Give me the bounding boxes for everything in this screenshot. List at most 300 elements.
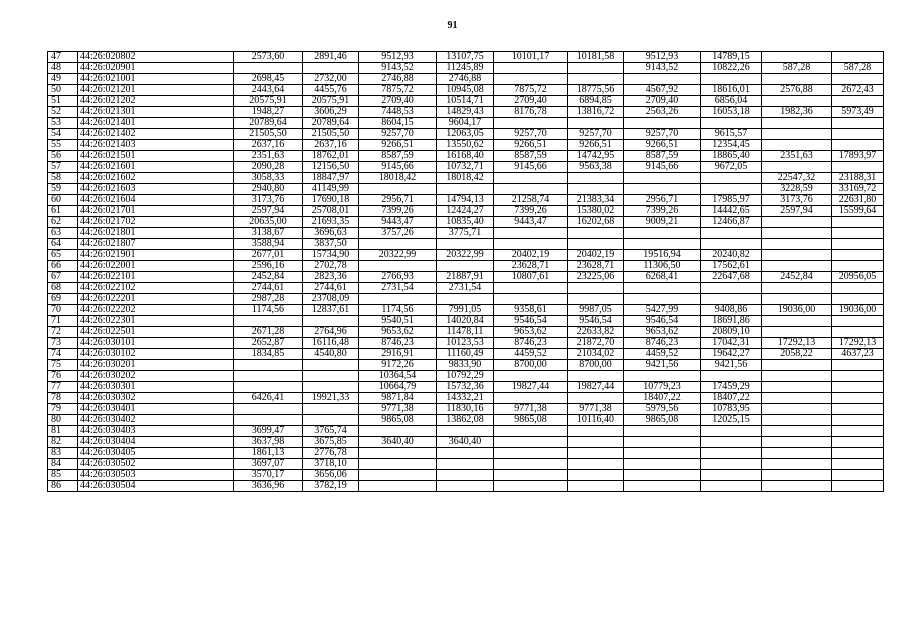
value-cell — [762, 437, 832, 448]
value-cell: 14829,43 — [437, 107, 494, 118]
value-cell: 2671,28 — [234, 327, 303, 338]
row-number-cell: 73 — [48, 338, 78, 349]
value-cell: 3757,26 — [359, 228, 437, 239]
value-cell: 9257,70 — [359, 129, 437, 140]
value-cell — [701, 371, 762, 382]
value-cell: 20402,19 — [494, 250, 568, 261]
value-cell — [762, 217, 832, 228]
value-cell: 2891,46 — [303, 52, 359, 63]
value-cell — [568, 426, 624, 437]
value-cell: 9009,21 — [624, 217, 701, 228]
cadastral-number-cell: 44:26:021301 — [78, 107, 234, 118]
value-cell: 11160,49 — [437, 349, 494, 360]
value-cell: 2652,87 — [234, 338, 303, 349]
value-cell: 1861,13 — [234, 448, 303, 459]
cadastral-number-cell: 44:26:021403 — [78, 140, 234, 151]
value-cell — [762, 448, 832, 459]
value-cell: 2597,94 — [234, 206, 303, 217]
value-cell: 11830,16 — [437, 404, 494, 415]
cadastral-number-cell: 44:26:030502 — [78, 459, 234, 470]
value-cell — [701, 437, 762, 448]
value-cell: 9865,08 — [359, 415, 437, 426]
value-cell: 10807,61 — [494, 272, 568, 283]
value-cell: 3640,40 — [359, 437, 437, 448]
table-row — [48, 448, 884, 459]
value-cell: 3636,96 — [234, 481, 303, 492]
value-cell: 10123,53 — [437, 338, 494, 349]
row-number-cell: 55 — [48, 140, 78, 151]
value-cell: 8700,00 — [494, 360, 568, 371]
value-cell: 9672,05 — [701, 162, 762, 173]
value-cell: 6268,41 — [624, 272, 701, 283]
cadastral-number-cell: 44:26:022501 — [78, 327, 234, 338]
cadastral-number-cell: 44:26:030302 — [78, 393, 234, 404]
value-cell: 9563,38 — [568, 162, 624, 173]
value-cell: 23628,71 — [494, 261, 568, 272]
value-cell — [359, 448, 437, 459]
value-cell: 9443,47 — [494, 217, 568, 228]
table-row — [48, 283, 884, 294]
table-row — [48, 349, 884, 360]
cadastral-number-cell: 44:26:030405 — [78, 448, 234, 459]
value-cell: 3699,47 — [234, 426, 303, 437]
table-row — [48, 481, 884, 492]
value-cell — [234, 371, 303, 382]
value-cell: 19921,33 — [303, 393, 359, 404]
value-cell — [568, 393, 624, 404]
table-row — [48, 316, 884, 327]
value-cell — [762, 140, 832, 151]
row-number-cell: 79 — [48, 404, 78, 415]
value-cell: 23628,71 — [568, 261, 624, 272]
value-cell: 15732,36 — [437, 382, 494, 393]
value-cell: 3696,63 — [303, 228, 359, 239]
value-cell: 17292,13 — [832, 338, 884, 349]
value-cell — [701, 74, 762, 85]
value-cell: 9540,51 — [359, 316, 437, 327]
table-row — [48, 96, 884, 107]
value-cell: 2746,88 — [359, 74, 437, 85]
value-cell — [494, 371, 568, 382]
value-cell: 18847,97 — [303, 173, 359, 184]
table-row — [48, 52, 884, 63]
value-cell — [624, 173, 701, 184]
value-cell: 15599,64 — [832, 206, 884, 217]
table-row — [48, 327, 884, 338]
value-cell: 20956,05 — [832, 272, 884, 283]
value-cell — [437, 261, 494, 272]
cadastral-number-cell: 44:26:030101 — [78, 338, 234, 349]
cadastral-number-cell: 44:26:030301 — [78, 382, 234, 393]
value-cell: 25708,01 — [303, 206, 359, 217]
value-cell: 23225,06 — [568, 272, 624, 283]
value-cell — [701, 481, 762, 492]
value-cell: 3173,76 — [762, 195, 832, 206]
value-cell: 33169,72 — [832, 184, 884, 195]
value-cell — [359, 470, 437, 481]
value-cell — [762, 404, 832, 415]
cadastral-number-cell: 44:26:030503 — [78, 470, 234, 481]
value-cell — [762, 382, 832, 393]
value-cell: 2709,40 — [359, 96, 437, 107]
value-cell: 17459,29 — [701, 382, 762, 393]
row-number-cell: 57 — [48, 162, 78, 173]
value-cell — [494, 239, 568, 250]
table-row — [48, 404, 884, 415]
cadastral-number-cell: 44:26:020901 — [78, 63, 234, 74]
value-cell — [832, 140, 884, 151]
value-cell: 10822,26 — [701, 63, 762, 74]
cadastral-number-cell: 44:26:030504 — [78, 481, 234, 492]
value-cell: 1982,36 — [762, 107, 832, 118]
table-row — [48, 217, 884, 228]
value-cell: 9266,51 — [624, 140, 701, 151]
value-cell: 18762,01 — [303, 151, 359, 162]
value-cell: 5973,49 — [832, 107, 884, 118]
value-cell: 8587,59 — [359, 151, 437, 162]
value-cell: 10101,17 — [494, 52, 568, 63]
value-cell — [762, 470, 832, 481]
value-cell — [568, 481, 624, 492]
value-cell: 3765,74 — [303, 426, 359, 437]
value-cell — [568, 448, 624, 459]
value-cell: 18616,01 — [701, 85, 762, 96]
value-cell: 21258,74 — [494, 195, 568, 206]
value-cell: 2573,60 — [234, 52, 303, 63]
value-cell: 10732,71 — [437, 162, 494, 173]
value-cell: 18691,86 — [701, 316, 762, 327]
value-cell — [437, 459, 494, 470]
value-cell — [494, 184, 568, 195]
value-cell — [624, 228, 701, 239]
value-cell: 12025,15 — [701, 415, 762, 426]
value-cell: 8587,59 — [494, 151, 568, 162]
value-cell: 23188,31 — [832, 173, 884, 184]
value-cell: 1174,56 — [359, 305, 437, 316]
value-cell: 2576,88 — [762, 85, 832, 96]
value-cell: 2637,16 — [303, 140, 359, 151]
value-cell — [832, 448, 884, 459]
value-cell — [624, 294, 701, 305]
value-cell — [762, 283, 832, 294]
value-cell: 3228,59 — [762, 184, 832, 195]
cadastral-number-cell: 44:26:022001 — [78, 261, 234, 272]
cadastral-number-cell: 44:26:021202 — [78, 96, 234, 107]
value-cell — [624, 448, 701, 459]
value-cell: 6856,04 — [701, 96, 762, 107]
value-cell: 9546,54 — [494, 316, 568, 327]
row-number-cell: 48 — [48, 63, 78, 74]
row-number-cell: 52 — [48, 107, 78, 118]
value-cell: 3058,33 — [234, 173, 303, 184]
row-number-cell: 67 — [48, 272, 78, 283]
value-cell — [359, 459, 437, 470]
value-cell: 8587,59 — [624, 151, 701, 162]
value-cell — [494, 74, 568, 85]
value-cell: 19827,44 — [494, 382, 568, 393]
value-cell — [762, 250, 832, 261]
value-cell: 13107,75 — [437, 52, 494, 63]
value-cell: 8700,00 — [568, 360, 624, 371]
value-cell: 9546,54 — [624, 316, 701, 327]
value-cell — [762, 294, 832, 305]
data-table — [47, 51, 884, 492]
value-cell — [568, 184, 624, 195]
value-cell: 2677,01 — [234, 250, 303, 261]
value-cell: 3775,71 — [437, 228, 494, 239]
row-number-cell: 74 — [48, 349, 78, 360]
value-cell: 10783,95 — [701, 404, 762, 415]
value-cell: 9771,38 — [568, 404, 624, 415]
value-cell — [494, 173, 568, 184]
value-cell — [494, 118, 568, 129]
row-number-cell: 78 — [48, 393, 78, 404]
value-cell — [303, 316, 359, 327]
page-number: 91 — [447, 20, 458, 31]
row-number-cell: 84 — [48, 459, 78, 470]
value-cell — [832, 481, 884, 492]
value-cell — [762, 327, 832, 338]
value-cell — [234, 382, 303, 393]
value-cell — [568, 437, 624, 448]
value-cell: 2823,36 — [303, 272, 359, 283]
value-cell: 18865,40 — [701, 151, 762, 162]
cadastral-number-cell: 44:26:021807 — [78, 239, 234, 250]
value-cell: 20789,64 — [303, 118, 359, 129]
value-cell: 9512,93 — [624, 52, 701, 63]
value-cell: 18018,42 — [359, 173, 437, 184]
value-cell: 10181,58 — [568, 52, 624, 63]
value-cell — [624, 184, 701, 195]
row-number-cell: 77 — [48, 382, 78, 393]
value-cell: 8746,23 — [359, 338, 437, 349]
value-cell: 2702,78 — [303, 261, 359, 272]
value-cell — [701, 184, 762, 195]
value-cell: 7875,72 — [359, 85, 437, 96]
value-cell: 9172,26 — [359, 360, 437, 371]
cadastral-number-cell: 44:26:030402 — [78, 415, 234, 426]
value-cell: 12156,50 — [303, 162, 359, 173]
value-cell: 19516,94 — [624, 250, 701, 261]
value-cell: 13862,08 — [437, 415, 494, 426]
value-cell — [762, 316, 832, 327]
value-cell — [832, 404, 884, 415]
value-cell: 21872,70 — [568, 338, 624, 349]
value-cell — [701, 283, 762, 294]
cadastral-number-cell: 44:26:021701 — [78, 206, 234, 217]
value-cell: 9771,38 — [359, 404, 437, 415]
value-cell: 13550,62 — [437, 140, 494, 151]
value-cell: 21505,50 — [303, 129, 359, 140]
value-cell — [624, 481, 701, 492]
value-cell: 16168,40 — [437, 151, 494, 162]
value-cell — [568, 294, 624, 305]
row-number-cell: 85 — [48, 470, 78, 481]
value-cell — [303, 404, 359, 415]
value-cell: 2596,16 — [234, 261, 303, 272]
value-cell: 11478,11 — [437, 327, 494, 338]
value-cell: 17042,31 — [701, 338, 762, 349]
cadastral-number-cell: 44:26:021601 — [78, 162, 234, 173]
value-cell: 12063,05 — [437, 129, 494, 140]
value-cell: 9421,56 — [624, 360, 701, 371]
value-cell: 3675,85 — [303, 437, 359, 448]
row-number-cell: 76 — [48, 371, 78, 382]
value-cell: 9653,62 — [624, 327, 701, 338]
value-cell — [303, 63, 359, 74]
row-number-cell: 86 — [48, 481, 78, 492]
value-cell — [303, 382, 359, 393]
value-cell — [437, 481, 494, 492]
value-cell — [832, 74, 884, 85]
cadastral-number-cell: 44:26:021604 — [78, 195, 234, 206]
table-row — [48, 470, 884, 481]
value-cell: 2776,78 — [303, 448, 359, 459]
value-cell: 9987,05 — [568, 305, 624, 316]
value-cell — [568, 371, 624, 382]
value-cell: 14794,13 — [437, 195, 494, 206]
value-cell — [494, 437, 568, 448]
value-cell: 8746,23 — [494, 338, 568, 349]
row-number-cell: 50 — [48, 85, 78, 96]
value-cell — [832, 360, 884, 371]
value-cell: 8604,15 — [359, 118, 437, 129]
value-cell — [494, 63, 568, 74]
value-cell: 18018,42 — [437, 173, 494, 184]
value-cell — [359, 239, 437, 250]
value-cell: 20575,91 — [234, 96, 303, 107]
table-row — [48, 393, 884, 404]
row-number-cell: 83 — [48, 448, 78, 459]
value-cell: 1174,56 — [234, 305, 303, 316]
table-body — [48, 52, 884, 492]
table-row — [48, 338, 884, 349]
value-cell: 3570,17 — [234, 470, 303, 481]
value-cell: 10835,40 — [437, 217, 494, 228]
row-number-cell: 63 — [48, 228, 78, 239]
value-cell: 2058,22 — [762, 349, 832, 360]
value-cell: 15734,90 — [303, 250, 359, 261]
value-cell: 9604,17 — [437, 118, 494, 129]
value-cell: 587,28 — [832, 63, 884, 74]
value-cell: 17562,61 — [701, 261, 762, 272]
value-cell: 9257,70 — [624, 129, 701, 140]
row-number-cell: 51 — [48, 96, 78, 107]
table-row — [48, 360, 884, 371]
table-row — [48, 382, 884, 393]
value-cell — [568, 459, 624, 470]
value-cell: 18775,56 — [568, 85, 624, 96]
value-cell: 2731,54 — [359, 283, 437, 294]
value-cell: 12837,61 — [303, 305, 359, 316]
value-cell: 3782,19 — [303, 481, 359, 492]
value-cell — [701, 294, 762, 305]
value-cell: 2764,96 — [303, 327, 359, 338]
value-cell — [762, 239, 832, 250]
value-cell — [762, 74, 832, 85]
value-cell: 10364,54 — [359, 371, 437, 382]
value-cell: 2698,45 — [234, 74, 303, 85]
value-cell: 1948,27 — [234, 107, 303, 118]
row-number-cell: 69 — [48, 294, 78, 305]
value-cell: 2351,63 — [762, 151, 832, 162]
row-number-cell: 64 — [48, 239, 78, 250]
value-cell: 12354,45 — [701, 140, 762, 151]
cadastral-number-cell: 44:26:021603 — [78, 184, 234, 195]
value-cell — [494, 393, 568, 404]
value-cell — [437, 294, 494, 305]
value-cell: 22631,80 — [832, 195, 884, 206]
value-cell: 9512,93 — [359, 52, 437, 63]
row-number-cell: 75 — [48, 360, 78, 371]
row-number-cell: 49 — [48, 74, 78, 85]
value-cell: 20809,10 — [701, 327, 762, 338]
value-cell: 9615,57 — [701, 129, 762, 140]
value-cell: 9143,52 — [624, 63, 701, 74]
value-cell: 2766,93 — [359, 272, 437, 283]
value-cell — [762, 118, 832, 129]
value-cell — [832, 327, 884, 338]
cadastral-number-cell: 44:26:030401 — [78, 404, 234, 415]
value-cell — [701, 118, 762, 129]
value-cell — [303, 415, 359, 426]
value-cell — [832, 426, 884, 437]
value-cell: 2709,40 — [624, 96, 701, 107]
value-cell — [359, 481, 437, 492]
table-row — [48, 140, 884, 151]
value-cell: 12466,87 — [701, 217, 762, 228]
value-cell: 5979,56 — [624, 404, 701, 415]
value-cell — [234, 415, 303, 426]
value-cell: 10664,79 — [359, 382, 437, 393]
value-cell: 2090,28 — [234, 162, 303, 173]
value-cell: 4637,23 — [832, 349, 884, 360]
table-row — [48, 74, 884, 85]
value-cell: 3837,50 — [303, 239, 359, 250]
value-cell — [701, 448, 762, 459]
value-cell — [494, 481, 568, 492]
value-cell: 20402,19 — [568, 250, 624, 261]
value-cell: 2672,43 — [832, 85, 884, 96]
table-row — [48, 107, 884, 118]
value-cell: 4540,80 — [303, 349, 359, 360]
value-cell: 14742,95 — [568, 151, 624, 162]
value-cell: 9408,86 — [701, 305, 762, 316]
value-cell — [568, 283, 624, 294]
value-cell: 4567,92 — [624, 85, 701, 96]
value-cell: 2732,00 — [303, 74, 359, 85]
value-cell: 1834,85 — [234, 349, 303, 360]
value-cell — [437, 448, 494, 459]
row-number-cell: 65 — [48, 250, 78, 261]
table-row — [48, 272, 884, 283]
value-cell — [303, 371, 359, 382]
value-cell: 9871,84 — [359, 393, 437, 404]
row-number-cell: 68 — [48, 283, 78, 294]
value-cell — [568, 63, 624, 74]
value-cell — [568, 228, 624, 239]
value-cell — [624, 239, 701, 250]
value-cell — [762, 228, 832, 239]
value-cell — [234, 316, 303, 327]
value-cell: 21693,35 — [303, 217, 359, 228]
table-row — [48, 195, 884, 206]
value-cell — [832, 239, 884, 250]
value-cell — [832, 129, 884, 140]
value-cell — [359, 426, 437, 437]
value-cell: 19036,00 — [762, 305, 832, 316]
value-cell: 22547,32 — [762, 173, 832, 184]
